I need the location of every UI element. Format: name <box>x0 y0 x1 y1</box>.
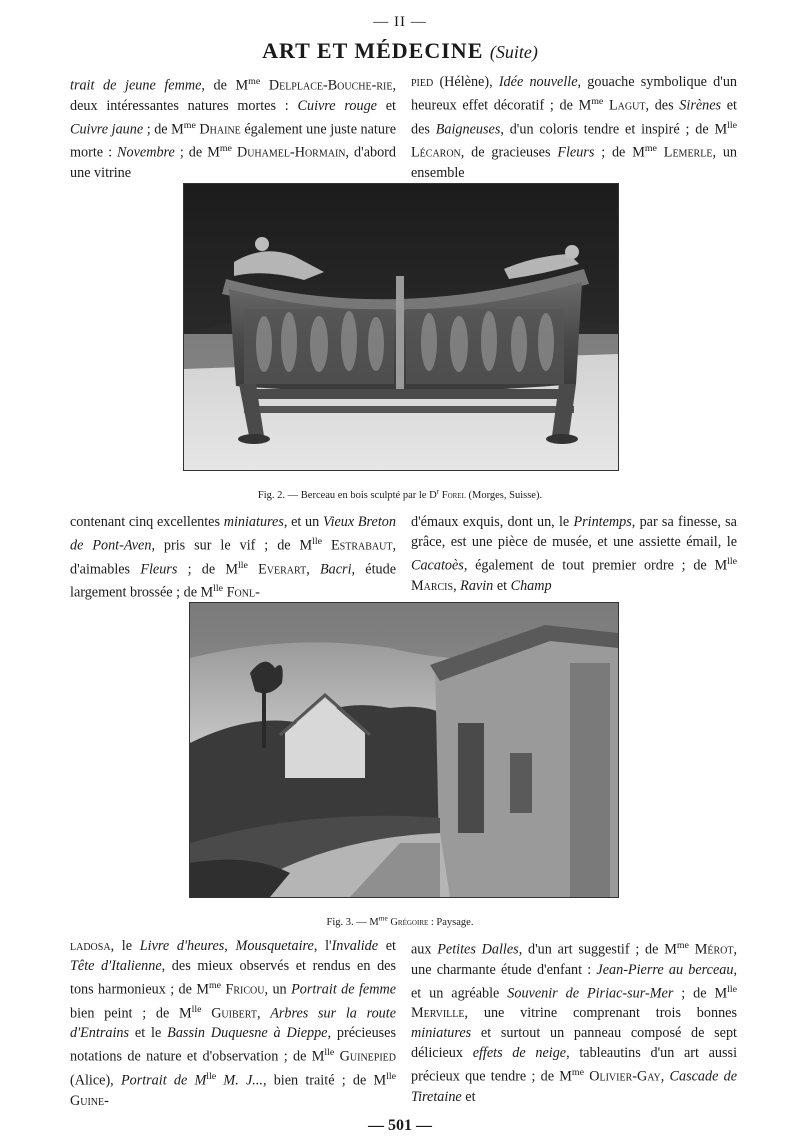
text-run: , et un <box>283 514 323 530</box>
superscript: me <box>676 940 689 951</box>
small-caps-name: Forel <box>441 489 466 501</box>
figure-2-caption <box>0 486 800 501</box>
superscript: lle <box>727 119 737 131</box>
small-caps-name: Fonl- <box>226 585 260 602</box>
italic-text: Arbres sur la route d'Entrains <box>70 1005 396 1042</box>
title-suffix: (Suite) <box>489 42 538 62</box>
text-run: et <box>378 938 396 954</box>
superscript: me <box>219 143 232 155</box>
small-caps-name: Delplace-Bouche-rie <box>268 77 393 94</box>
section1-left-column <box>70 72 396 183</box>
superscript: me <box>591 96 604 107</box>
text-run: d'émaux exquis, dont un, le <box>411 514 574 530</box>
text-run: , d'un art suggestif ; de M <box>518 941 677 958</box>
text-run: , d'aimables <box>70 537 397 578</box>
text-run: et <box>493 577 511 594</box>
text-run: ; de M <box>143 121 184 138</box>
superscript: me <box>208 980 222 991</box>
text-run: bien peint ; de M <box>70 1005 192 1022</box>
text-run: , des mieux observés et rendus en des tons harmonieux ; de M <box>70 958 396 998</box>
text-run: , <box>224 938 236 954</box>
italic-text: Ravin <box>460 577 494 594</box>
small-caps-name: Guibert <box>211 1005 257 1022</box>
superscript: lle <box>206 1071 217 1083</box>
text-run: (Hélène), <box>433 74 499 90</box>
italic-text: Champ <box>510 577 552 594</box>
italic-text: effets de neige <box>472 1045 567 1062</box>
text-run: Fig. 2. — Berceau en bois sculpté par le D <box>257 489 437 501</box>
text-run: et des <box>411 97 737 138</box>
text-run: contenant cinq excellentes <box>70 514 224 530</box>
text-run: : Paysage. <box>428 916 474 928</box>
superscript: me <box>378 913 388 922</box>
section2-right-column <box>411 512 737 596</box>
italic-text: miniatures <box>223 514 284 530</box>
text-run: (Alice), <box>70 1072 121 1089</box>
italic-text: Tête d'Italienne <box>70 958 162 974</box>
superscript: r <box>436 486 440 495</box>
text-run <box>322 538 331 554</box>
superscript: lle <box>324 1047 335 1059</box>
italic-text: Invalide <box>331 938 379 954</box>
italic-text: Cacatoès <box>411 557 464 574</box>
text-run: également une juste nature morte : <box>70 121 396 162</box>
paragraph <box>70 512 396 603</box>
text-run: et <box>461 1089 476 1106</box>
small-caps-name: ladosa <box>70 938 111 954</box>
small-caps-name: Lemerle <box>663 145 713 162</box>
text-run: , bien traité ; de M <box>262 1072 387 1089</box>
superscript: lle <box>727 556 737 567</box>
small-caps-name: pied <box>411 74 434 90</box>
small-caps-name: Everart <box>258 561 307 578</box>
small-caps-name: Lagut <box>609 97 646 114</box>
superscript: lle <box>727 983 737 995</box>
italic-text: Baigneuses <box>435 121 501 138</box>
italic-text: Cuivre jaune <box>70 121 144 138</box>
italic-text: Portrait de femme <box>291 981 397 998</box>
italic-text: Novembre <box>117 145 175 162</box>
superscript: me <box>248 76 261 87</box>
italic-text: Mousquetaire <box>235 938 314 954</box>
italic-text: Petites Dalles <box>437 941 519 958</box>
paragraph <box>411 72 737 183</box>
small-caps-name: Guine- <box>70 1092 109 1109</box>
italic-text: Sirènes <box>679 97 722 114</box>
landscape-painting <box>189 602 619 898</box>
text-run: et le <box>129 1025 168 1042</box>
text-run: , pris sur le vif ; de M <box>151 537 313 554</box>
text-run: , de gracieuses <box>460 145 558 162</box>
text-run <box>260 78 269 94</box>
italic-text: Livre d'heures <box>139 938 225 954</box>
text-run: , d'un coloris tendre et inspiré ; de M <box>500 121 728 138</box>
italic-text: Vieux Breton de Pont-Aven <box>70 514 396 554</box>
text-run: , un ensemble <box>411 145 738 182</box>
paragraph <box>70 936 396 1111</box>
section1-right-column <box>411 72 737 183</box>
text-run: , également de tout premier ordre ; de M <box>463 557 728 574</box>
text-run: , deux intéressantes natures mortes : <box>70 77 396 114</box>
small-caps-name: Merville <box>411 1005 465 1022</box>
superscript: lle <box>191 1003 202 1015</box>
small-caps-name: Dhaine <box>199 121 241 138</box>
text-run: , tableautins d'un art aussi précieux que tendre ; de M <box>411 1045 738 1086</box>
text-run: , de M <box>201 77 249 94</box>
superscript: me <box>644 143 657 155</box>
italic-text: Bassin Duquesne à Dieppe <box>167 1025 328 1042</box>
italic-text: Fleurs <box>557 145 595 162</box>
title-text: ART ET MÉDECINE <box>262 38 484 63</box>
paragraph <box>411 512 737 596</box>
text-run: Fig. 3. — M <box>326 916 379 928</box>
page-title <box>0 38 800 64</box>
small-caps-name: Fricou <box>225 981 265 998</box>
small-caps-name: Lécaron <box>411 145 461 162</box>
text-run: et <box>376 97 396 114</box>
small-caps-name: Grégoire <box>390 916 429 928</box>
italic-text: Souvenir de Piriac-sur-Mer <box>507 985 674 1002</box>
text-run <box>657 145 664 161</box>
text-run: , d'abord une vitrine <box>70 145 397 182</box>
caption-text <box>257 486 543 501</box>
small-caps-name: Mérot <box>694 941 734 958</box>
text-run: ; de M <box>174 145 220 162</box>
text-run: , l' <box>313 938 332 954</box>
text-run: ; de M <box>673 985 728 1002</box>
text-run: , un <box>264 981 292 998</box>
figure-3-caption <box>0 913 800 928</box>
italic-text: Printemps <box>573 514 632 530</box>
section3-right-column <box>411 936 737 1107</box>
text-run: ; de M <box>177 561 238 578</box>
text-run: , précieuses notations de nature et d'observation ; de M <box>70 1025 397 1066</box>
italic-text: Portrait de M <box>120 1072 207 1089</box>
italic-text: Bacri <box>320 561 352 578</box>
text-run: , étude largement brossée ; de M <box>70 561 397 602</box>
text-run: , une charmante étude d'enfant : <box>411 941 738 978</box>
small-caps-name: Olivier-Gay <box>589 1069 661 1086</box>
small-caps-name: Estrabaut <box>331 537 393 554</box>
superscript: lle <box>213 583 224 595</box>
italic-text: Cuivre rouge <box>297 97 377 114</box>
small-caps-name: Duhamel-Hormain <box>236 145 346 162</box>
cradle-image <box>184 184 618 470</box>
text-run: , <box>256 1005 271 1022</box>
italic-text: Cascade de Tiretaine <box>411 1069 737 1106</box>
italic-text: Idée nouvelle <box>498 74 578 90</box>
page-number-roman: — II — <box>373 14 427 30</box>
text-run: aux <box>411 941 438 958</box>
superscript: me <box>183 119 196 131</box>
text-run: , par sa finesse, sa grâce, est une pièce de musée, et une assiette émail, le <box>411 514 737 550</box>
italic-text: trait de jeune femme <box>70 77 202 94</box>
superscript: lle <box>386 1071 396 1083</box>
landscape-image <box>190 603 618 897</box>
text-run: , et un agréable <box>411 961 737 1002</box>
superscript: lle <box>312 536 323 547</box>
text-run: , gouache symbolique d'un heureux effet décoratif ; de M <box>411 74 738 114</box>
superscript: lle <box>237 559 248 571</box>
italic-text: Fleurs <box>140 561 178 578</box>
text-run: ; de M <box>594 145 645 162</box>
italic-text: M. J... <box>216 1072 263 1089</box>
text-run <box>201 1005 211 1021</box>
text-run: , <box>306 561 320 578</box>
superscript: me <box>571 1067 584 1079</box>
text-run: et surtout un panneau composé de sept délicieux <box>411 1025 737 1062</box>
text-run: (Morges, Suisse). <box>465 489 543 501</box>
cradle-photograph <box>183 183 619 471</box>
caption-text <box>326 913 474 928</box>
text-run: , <box>660 1069 670 1086</box>
italic-text: Jean-Pierre au berceau <box>596 961 734 978</box>
paragraph <box>411 936 737 1107</box>
text-run: , <box>453 577 461 594</box>
page-number: — 501 — <box>368 1117 432 1134</box>
small-caps-name: Marcis <box>411 577 454 594</box>
section3-left-column <box>70 936 396 1111</box>
section2-left-column <box>70 512 396 603</box>
text-run: , une vitrine comprenant trois bonnes <box>464 1005 737 1022</box>
italic-text: miniatures <box>411 1025 472 1042</box>
text-run: , des <box>645 97 680 114</box>
text-run <box>248 561 258 577</box>
text-run: , le <box>110 938 140 954</box>
paragraph <box>70 72 396 183</box>
small-caps-name: Guinepied <box>339 1049 397 1066</box>
